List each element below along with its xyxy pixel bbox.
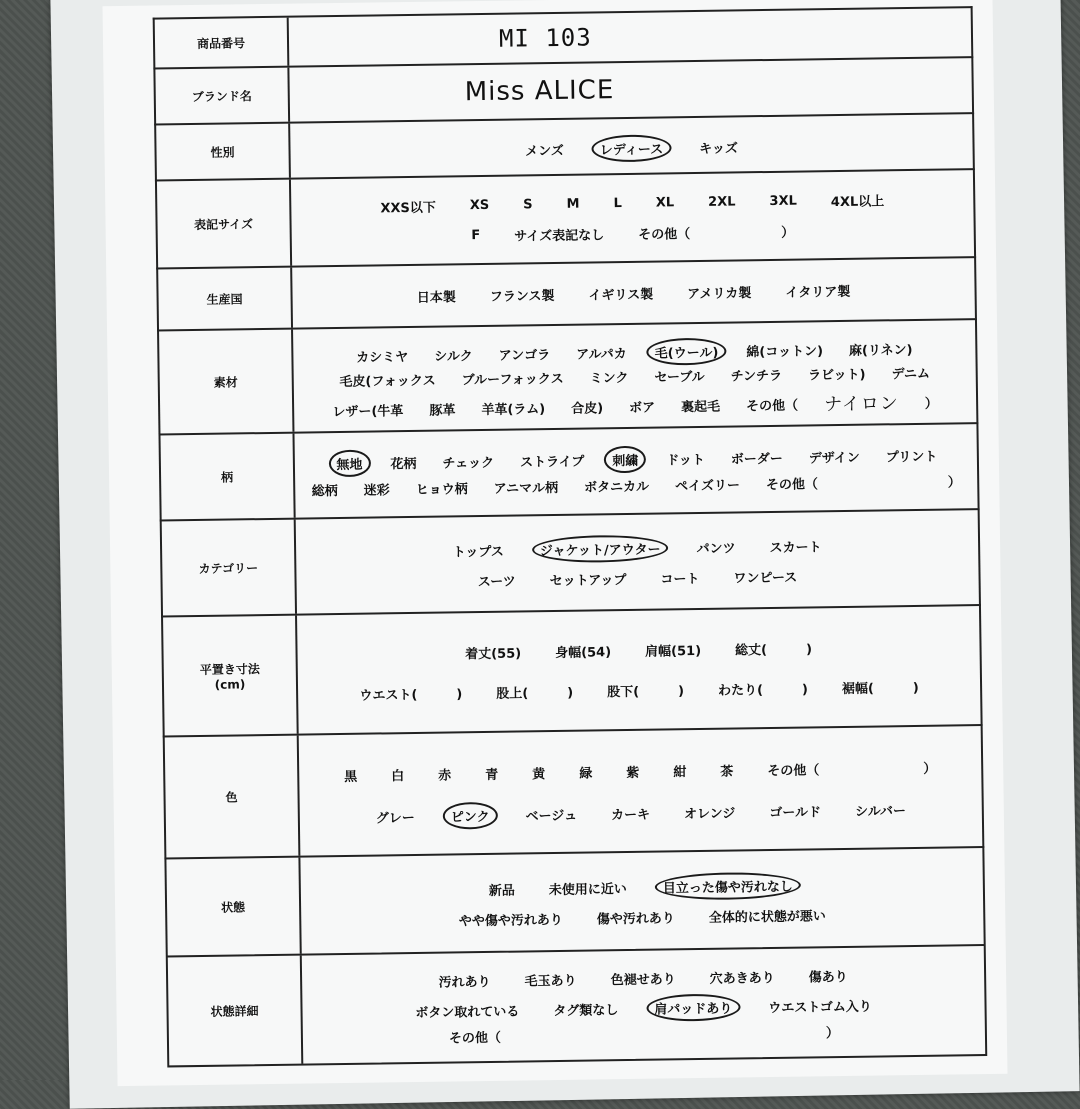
option-item: 羊革(ラム) <box>481 401 546 418</box>
row-label: 状態詳細 <box>168 956 303 1066</box>
option-item: 3XL <box>769 193 797 210</box>
option-item: 色褪せあり <box>610 972 676 989</box>
option-item: タグ類なし <box>553 1003 619 1020</box>
handwritten-value: Miss ALICE <box>464 75 615 108</box>
option-item: 合皮) <box>571 400 604 417</box>
option-item: プリント <box>885 449 938 466</box>
option-item: レザー(牛革 <box>332 403 404 420</box>
option-item: 日本製 <box>416 290 456 306</box>
option-item: 肩幅(51) <box>645 643 702 660</box>
option-item: 迷彩 <box>363 483 390 499</box>
option-item: イタリア製 <box>785 284 851 301</box>
option-item: 4XL以上 <box>830 194 885 211</box>
option-item: ウエストゴム入り <box>768 999 872 1017</box>
option-item: 毛(ウール) <box>647 338 727 366</box>
option-item: キッズ <box>699 141 739 157</box>
option-item: シルバー <box>855 804 906 821</box>
option-item: ペイズリー <box>674 478 741 495</box>
row-label: 状態 <box>166 858 301 956</box>
option-item: 青 <box>485 767 499 783</box>
option-item: M <box>566 196 580 213</box>
option-item: スーツ <box>477 574 516 591</box>
option-item: フランス製 <box>489 288 555 305</box>
row-content <box>293 320 976 432</box>
handwritten-value: MI 103 <box>498 23 592 53</box>
row-label: 柄 <box>161 434 296 520</box>
option-item: チンチラ <box>730 368 783 385</box>
option-item: デザイン <box>808 450 860 467</box>
option-item: ゴールド <box>769 805 822 822</box>
option-item: 紫 <box>626 765 640 781</box>
option-item: メンズ <box>525 143 564 160</box>
option-item: 毛皮(フォックス <box>339 373 436 390</box>
row-content <box>291 170 974 266</box>
option-item: やや傷や汚れあり <box>458 913 563 930</box>
option-item: 花柄 <box>390 456 417 472</box>
option-item: ウエスト( ) <box>359 687 463 704</box>
row-label: ブランド名 <box>155 68 290 124</box>
option-item: コート <box>660 571 700 588</box>
row-label: 素材 <box>159 330 294 434</box>
option-item: 新品 <box>488 883 515 899</box>
option-item: 裾幅( ) <box>841 680 919 698</box>
option-item: その他（ ） <box>767 761 937 779</box>
option-item: その他（ <box>746 398 799 414</box>
option-item: アニマル柄 <box>493 481 559 498</box>
row-label: 性別 <box>156 124 291 180</box>
option-item: 着丈(55) <box>465 646 522 663</box>
option-item: 黄 <box>532 766 546 782</box>
option-item: アメリカ製 <box>687 286 752 303</box>
row-content <box>294 424 977 518</box>
option-item: チェック <box>442 455 495 472</box>
option-item: 裏起毛 <box>681 399 721 415</box>
form-row <box>155 168 976 267</box>
option-item: 汚れあり <box>438 974 491 991</box>
option-item: 白 <box>391 768 405 784</box>
option-item: 黒 <box>344 769 358 785</box>
option-item: デニム <box>891 366 931 383</box>
option-item: 刺繍 <box>604 445 646 473</box>
row-label: カテゴリー <box>162 520 297 616</box>
option-item: 肩パッドあり <box>646 993 740 1021</box>
option-item: 傷や汚れあり <box>596 911 675 928</box>
option-item: 総柄 <box>311 484 338 500</box>
option-item: カシミヤ <box>356 350 409 366</box>
option-item: XXS以下 <box>380 200 436 217</box>
option-item: ボタニカル <box>583 480 650 496</box>
option-item: L <box>613 196 622 212</box>
option-item: ピンク <box>443 802 498 830</box>
option-item: サイズ表記なし <box>514 227 605 245</box>
option-item: 未使用に近い <box>548 881 627 898</box>
option-item: グレー <box>375 811 415 827</box>
option-item: レディース <box>592 134 672 162</box>
option-item: 股下( ) <box>607 684 685 701</box>
option-item: ブルーフォックス <box>461 371 564 389</box>
option-item: セットアップ <box>549 573 627 590</box>
form-row <box>163 724 985 857</box>
form-row <box>161 604 983 735</box>
option-item: ラビット) <box>808 367 866 384</box>
row-label: 表記サイズ <box>157 180 292 268</box>
option-item: XS <box>469 198 490 214</box>
option-item: 茶 <box>720 764 734 780</box>
option-item: 毛玉あり <box>524 973 577 990</box>
row-content <box>296 510 979 614</box>
option-item: 無地 <box>328 449 370 477</box>
option-item: 綿(コットン) <box>746 344 824 361</box>
option-item: 目立った傷や汚れなし <box>655 871 801 900</box>
option-item: 身幅(54) <box>555 645 612 662</box>
option-item: トップス <box>452 544 504 561</box>
form-row <box>160 508 981 615</box>
form-row <box>164 846 985 955</box>
row-content <box>292 258 975 328</box>
option-item: 総丈( ) <box>734 642 813 659</box>
option-item: XL <box>655 195 675 211</box>
option-item: ナイロン <box>823 393 900 416</box>
row-content <box>300 848 983 954</box>
option-item: その他（ ） <box>448 1026 840 1047</box>
option-item: ベージュ <box>525 809 578 825</box>
option-item: その他（ ） <box>765 475 962 494</box>
option-item: オレンジ <box>683 806 736 823</box>
option-item: パンツ <box>696 541 736 558</box>
row-label: 商品番号 <box>155 18 290 68</box>
option-item: ジャケット/アウター <box>532 534 669 563</box>
option-item: 麻(リネン) <box>848 342 913 359</box>
row-content <box>297 606 981 734</box>
option-item: その他（ ） <box>638 225 795 243</box>
option-item: アンゴラ <box>498 348 551 364</box>
option-item: ドット <box>666 452 705 469</box>
row-content <box>302 946 985 1064</box>
row-label: 色 <box>165 736 301 858</box>
option-item: ヒョウ柄 <box>415 482 468 499</box>
option-item: F <box>471 227 481 243</box>
option-item: 豚革 <box>429 402 456 419</box>
option-item: 傷あり <box>808 969 848 986</box>
option-item: セーブル <box>654 369 705 386</box>
option-item: イギリス製 <box>588 287 654 304</box>
option-item: わたり( ) <box>717 682 809 699</box>
form-row <box>166 944 987 1067</box>
option-item: ミンク <box>589 370 629 387</box>
form-row <box>157 318 978 433</box>
option-item: 緑 <box>579 766 593 782</box>
row-label: 生産国 <box>158 268 293 330</box>
option-item: 股上( ) <box>496 685 574 702</box>
option-item: ワンピース <box>733 570 798 587</box>
option-item: アルパカ <box>576 346 627 363</box>
option-item: 赤 <box>438 768 452 784</box>
row-label: 平置き寸法 (cm) <box>163 616 299 736</box>
option-item: カーキ <box>610 808 651 824</box>
row-content <box>299 726 983 856</box>
option-item: 2XL <box>708 194 736 211</box>
inspection-sheet <box>103 0 1008 1086</box>
option-item: 紺 <box>673 764 687 781</box>
option-item: 全体的に状態が悪い <box>708 909 826 927</box>
option-item: S <box>523 197 533 213</box>
option-item: シルク <box>434 349 473 365</box>
option-item: スカート <box>769 540 822 557</box>
option-item: ボーダー <box>730 451 783 468</box>
row-content <box>290 114 973 178</box>
form-row <box>156 256 977 329</box>
option-item: 穴あきあり <box>709 970 775 987</box>
form-row <box>158 422 979 519</box>
row-content <box>289 58 972 122</box>
option-item: ） <box>924 396 938 412</box>
option-item: ボタン取れている <box>415 1004 520 1021</box>
option-item: ストライプ <box>519 454 585 471</box>
option-item: ボア <box>628 400 656 416</box>
